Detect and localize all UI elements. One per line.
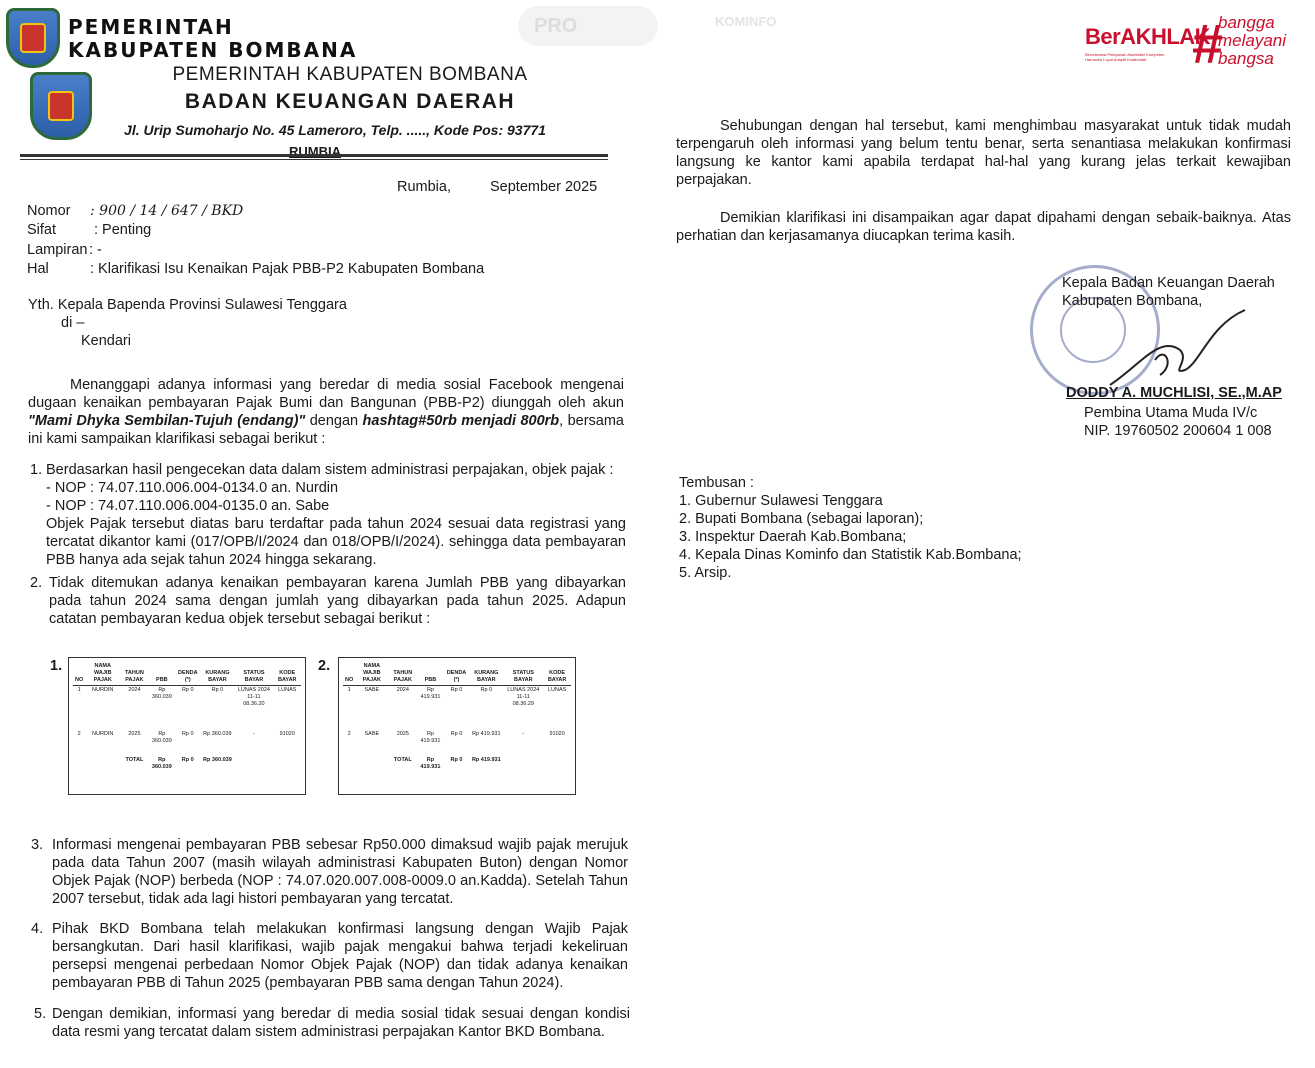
list-item: 2. Bupati Bombana (sebagai laporan); [679, 511, 924, 527]
table-header: KODE BAYAR [273, 662, 301, 686]
table-header: KURANG BAYAR [469, 662, 503, 686]
point4-number: 4. [31, 921, 44, 937]
point3-text: Informasi mengenai pembayaran PBB sebesar Rp50.000 dimaksud wajib pajak merujuk pada data Tahun 2007 (masih wilayah administrasi Kabupaten Buton) dengan Nomor Objek Pajak (NOP) berbeda (NOP : 74.07.020.007.008-0009.0 an.Kadda). Setelah Tahun 2007 tersebut, tidak ada lagi histori pembayaran yang tercatat. [52, 837, 628, 907]
letterhead-line2: BADAN KEUANGAN DAERAH [184, 90, 516, 113]
table-row: 1 NURDIN 2024 Rp 360.039 Rp 0 Rp 0 LUNAS 2024 11-11 08.36.20 LUNAS [77, 687, 297, 707]
handwritten-signature-icon [1100, 305, 1250, 395]
sifat-label: Sifat [27, 222, 57, 238]
point1 [46, 461, 626, 569]
table-header: KODE BAYAR [543, 662, 571, 686]
overlay-brand-line1: PEMERINTAH [68, 15, 234, 39]
table1 [73, 662, 301, 772]
table-header: NAMA WAJIB PAJAK [85, 662, 120, 686]
hal-label: Hal [27, 261, 49, 277]
recipient-line2: di – [61, 315, 85, 331]
letter-date: September 2025 [490, 179, 598, 195]
table-header: NAMA WAJIB PAJAK [355, 662, 388, 686]
sifat-value: : Penting [94, 222, 152, 238]
point1-nop2: - NOP : 74.07.110.006.004-0135.0 an. Sabe [46, 498, 330, 514]
table-row: 1 SABE 2024 Rp 419.931 Rp 0 Rp 0 LUNAS 2024 11-11 08.36.29 LUNAS [347, 687, 567, 707]
list-item: 3. Inspektur Daerah Kab.Bombana; [679, 529, 907, 545]
table-header: KURANG BAYAR [200, 662, 234, 686]
point1-text: Berdasarkan hasil pengecekan data dalam sistem administrasi perpajakan, objek pajak : [46, 462, 614, 478]
table-header: STATUS BAYAR [503, 662, 543, 686]
bombana-emblem-icon [6, 8, 60, 68]
point1-number: 1. [30, 462, 43, 478]
table-total-row: TOTAL Rp 419.931 Rp 0 Rp 419.931 [393, 756, 501, 770]
recipient-line1: Yth. Kepala Bapenda Provinsi Sulawesi Tenggara [28, 297, 347, 313]
closing-paragraph1: Sehubungan dengan hal tersebut, kami menghimbau masyarakat untuk tidak mudah terpengaruh oleh informasi yang belum tentu benar, serta senantiasa melakukan konfirmasi langsung ke kantor kami apabila terdapat hal-hal yang kurang jelas terkait kewajiban perpajakan. [676, 118, 1291, 188]
hashtag-icon: # [1192, 12, 1224, 75]
point2-text: Tidak ditemukan adanya kenaikan pembayaran karena Jumlah PBB yang dibayarkan pada tahun 2024 sama dengan jumlah yang dibayarkan pada tahun 2025. Adapun catatan pembayaran kedua objek tersebut sebagai berikut : [49, 575, 626, 627]
nomor-label: Nomor [27, 203, 71, 219]
hal-value: : Klarifikasi Isu Kenaikan Pajak PBB-P2 Kabupaten Bombana [90, 261, 485, 277]
sig-nip: NIP. 19760502 200604 1 008 [1084, 423, 1272, 439]
table-row: 2 NURDIN 2025 Rp 360.039 Rp 0 Rp 360.039 - 91020 [77, 730, 295, 744]
overlay-brand-line2: KABUPATEN BOMBANA [68, 38, 358, 62]
table-header: DENDA (*) [444, 662, 470, 686]
berakhlak-title: BerAKHLAK [1085, 24, 1211, 49]
tembusan-label: Tembusan : [679, 475, 754, 491]
watermark-kominfo: KOMINFO [715, 14, 777, 29]
sig-title2: Kabupaten Bombana, [1062, 293, 1203, 309]
overlay-brand [68, 16, 357, 62]
recipient [28, 296, 347, 350]
list-item: 1. Gubernur Sulawesi Tenggara [679, 493, 883, 509]
table-header: PBB [417, 662, 444, 686]
point5-text: Dengan demikian, informasi yang beredar di media sosial tidak sesuai dengan kondisi data resmi yang tercatat dalam sistem administrasi perpajakan Kantor BKD Bombana. [52, 1006, 630, 1040]
sig-name: DODDY A. MUCHLISI, SE.,M.AP [1066, 385, 1282, 401]
table1-label: 1. [50, 658, 63, 674]
list-item: 4. Kepala Dinas Kominfo dan Statistik Kab.Bombana; [679, 547, 1022, 563]
table-header: TAHUN PAJAK [120, 662, 148, 686]
sig-title1: Kepala Badan Keuangan Daerah [1062, 275, 1275, 291]
table-header: NO [343, 662, 355, 686]
berakhlak-sub2: Harmonis Loyal Adaptif Kolaboratif [1085, 57, 1147, 62]
overlay-emblem [6, 8, 60, 68]
list-item: 5. Arsip. [679, 565, 732, 581]
table2-label: 2. [318, 658, 331, 674]
letterhead-city: RUMBIA [289, 144, 341, 159]
letterhead-address: Jl. Urip Sumoharjo No. 45 Lameroro, Telp. ....., Kode Pos: 93771 [124, 122, 546, 138]
table-header: PBB [149, 662, 175, 686]
watermark-pill: PRO [518, 6, 658, 46]
bangga-line1: bangga [1218, 13, 1275, 32]
bangga-line3: bangsa [1218, 49, 1274, 68]
point2-number: 2. [30, 575, 43, 591]
letterhead-rule [20, 154, 608, 160]
point3-number: 3. [31, 837, 44, 853]
closing-paragraph2: Demikian klarifikasi ini disampaikan agar dapat dipahami dengan sebaik-baiknya. Atas perhatian dan kerjasamanya diucapkan terima kasih. [676, 210, 1291, 244]
letter-meta [27, 202, 627, 279]
intro-paragraph: Menanggapi adanya informasi yang beredar di media sosial Facebook mengenai dugaan kenaikan pembayaran Pajak Bumi dan Bangunan (PBB-P2) diunggah oleh akun "Mami Dhyka Sembilan-Tujuh (endang)" dengan hashtag#50rb menjadi 800rb, bersama ini kami sampaikan klarifikasi sebagai berikut : [28, 377, 625, 447]
sig-rank: Pembina Utama Muda IV/c [1084, 405, 1258, 421]
berakhlak-sub1: Berorientasi Pelayanan Akuntabel Kompeten [1085, 52, 1165, 57]
lampiran-value: : - [89, 242, 102, 258]
letterhead [100, 64, 620, 159]
letterhead-line1: PEMERINTAH KABUPATEN BOMBANA [172, 64, 528, 85]
table2 [343, 662, 571, 772]
letter-place: Rumbia, [397, 179, 451, 195]
bangga-line2: melayani [1218, 31, 1287, 50]
table-header: STATUS BAYAR [234, 662, 273, 686]
table-header: DENDA (*) [175, 662, 200, 686]
lampiran-label: Lampiran [27, 242, 88, 258]
point5-number: 5. [34, 1006, 47, 1022]
point4-text: Pihak BKD Bombana telah melakukan konfirmasi langsung dengan Wajib Pajak bersangkutan. Dari hasil klarifikasi, wajib pajak mengakui bahwa terjadi kekeliruan persepsi mengenai perbedaan Nomor Objek Pajak (NOP) dan tidak adanya kenaikan pembayaran PBB di Tahun 2025 (pembayaran PBB sama dengan Tahun 2024). [52, 921, 628, 991]
table-row: 2 SABE 2025 Rp 419.931 Rp 0 Rp 419.931 - 91020 [347, 730, 565, 744]
point1-rest: Objek Pajak tersebut diatas baru terdaftar pada tahun 2024 sesuai data registrasi yang tercatat dikantor kami (017/OPB/I/2024 dan 018/OPB/I/2024). sehingga data pembayaran PBB hanya ada sejak tahun 2024 hingga sekarang. [46, 516, 626, 568]
table-header: NO [73, 662, 85, 686]
table-header: TAHUN PAJAK [388, 662, 417, 686]
table1-box [68, 657, 306, 795]
tembusan [679, 474, 1022, 582]
point1-nop1: - NOP : 74.07.110.006.004-0134.0 an. Nurdin [46, 480, 339, 496]
recipient-line3: Kendari [81, 333, 131, 349]
table-total-row: TOTAL Rp 360.039 Rp 0 Rp 360.039 [125, 756, 232, 770]
table2-box [338, 657, 576, 795]
nomor-value: : 900 / 14 / 647 / BKD [90, 203, 244, 219]
